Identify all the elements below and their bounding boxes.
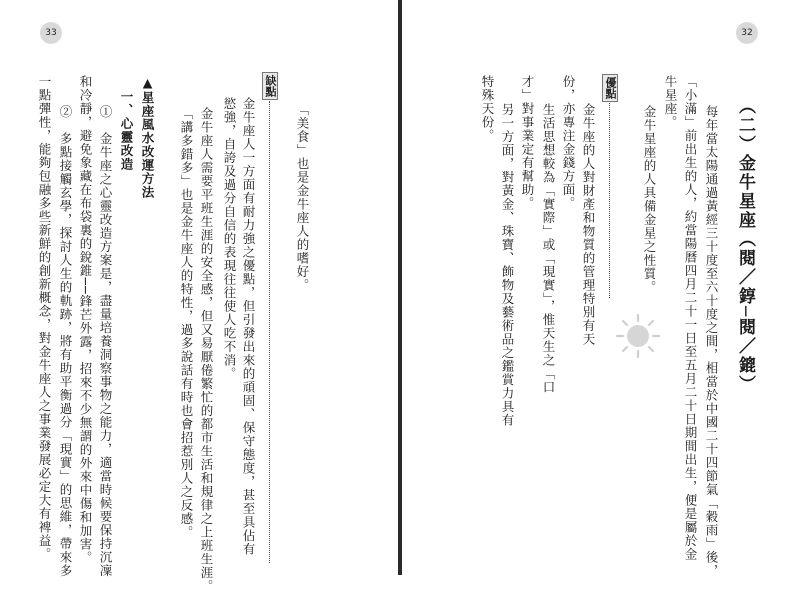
body-line-2: 和冷靜，避免象藏在布袋裏的銳錐──鋒芒外露，招來不少無謂的外來中傷和加害。	[78, 75, 93, 565]
strength-line-2: 份，亦專注金錢方面。	[561, 75, 576, 210]
intro-line-1: 每年當太陽通過黃經三十度至六十度之間，相當於中國二十四節氣「穀雨」後，	[704, 105, 719, 578]
strength-line-4: 才」對事業定有幫助。	[520, 75, 535, 210]
intro-line-4: 金牛星座的人具備金星之性質。	[642, 105, 657, 294]
body-line-4: 一點彈性，能夠包融多些新鮮的創新概念，對金牛座人之事業發展必定大有裨益。	[37, 75, 52, 561]
right-page	[402, 0, 800, 578]
page-number-left: 33	[40, 22, 62, 44]
chapter-title: （二）金牛星座（閱／錞─閱／鎞）	[735, 97, 755, 395]
weakness-dotted-rule	[269, 101, 270, 563]
body-line-3: ② 多點接觸玄學，探討人生的軌跡，將有助平衡過分「現實」的思維，帶來多	[58, 105, 73, 578]
strength-line-1: 金牛座的人對財產和物質的管理特別有天	[581, 103, 596, 346]
page-number-right: 32	[736, 22, 758, 44]
subheading-mind: 一、心靈改造	[119, 90, 134, 171]
weakness-line-4: 「講多錯多」也是金牛座人的特性，過多說話有時也會招惹別人之反感。	[179, 107, 194, 539]
left-page	[0, 0, 398, 593]
sun-icon	[615, 313, 661, 359]
section-heading: ▲星座風水改運方法	[140, 75, 155, 199]
weakness-line-1: 金牛座人一方面有耐力強之優點，但引發出來的頑固、保守態度，甚至具佔有	[241, 97, 256, 556]
strength-label: 優點	[602, 74, 618, 102]
strength-dotted-rule	[609, 103, 610, 298]
weakness-line-2: 慾強，自誇及過分自信的表現往往使人吃不消。	[222, 97, 237, 381]
strength-line-6: 特殊天份。	[480, 75, 495, 143]
body-line-1: ① 金牛座之心靈改造方案是，盡量培養洞察事物之能力，適當時候要保持沉凜	[98, 105, 113, 578]
strength-line-3: 生活思想較為「實際」或「現實」，惟天生之「口	[541, 103, 556, 394]
weakness-line-3: 金牛座人需要平班生涯的安全感，但又易厭倦繁忙的都市生活和規律之上班生涯。	[199, 107, 214, 593]
intro-line-3: 牛星座。	[663, 75, 678, 129]
meishi-line: 「美食」也是金牛座人的嗜好。	[295, 103, 310, 292]
strength-line-5: 另一方面，對黃金、珠寶、飾物及藝術品之鑑賞力具有	[500, 103, 515, 427]
weakness-label: 缺點	[262, 72, 278, 100]
intro-line-2: 「小滿」前出生的人，約當陽曆四月二十一日至五月二十日期間出生，便是屬於金	[683, 75, 698, 561]
